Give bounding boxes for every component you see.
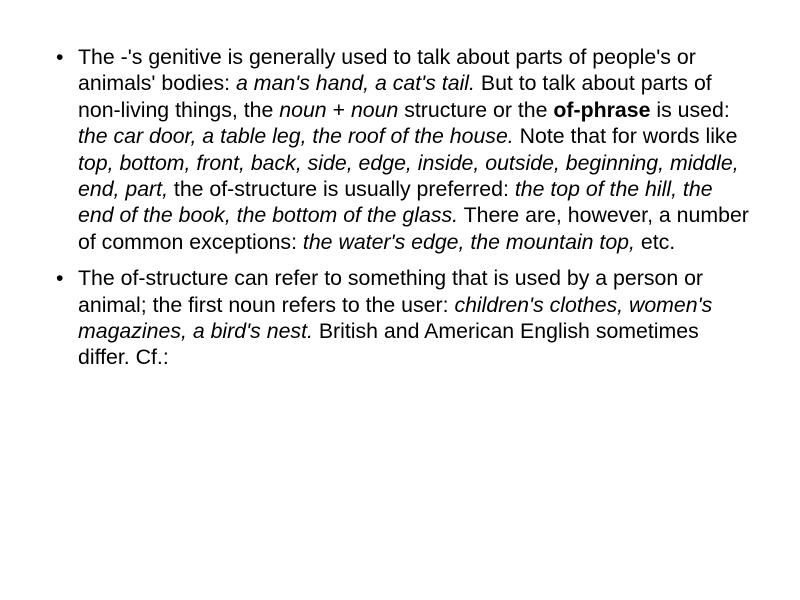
text-run: Note that for words like [513,124,738,149]
term-italic: noun [350,97,399,122]
example-phrase: a man's hand, a cat's tail. [235,71,475,96]
bullet-text [78,266,712,369]
text-run: + [326,97,351,122]
text-run: But to talk about parts of non-living things, the [78,71,712,122]
text-run: is used: [650,97,730,122]
example-phrase: children's clothes, women's magazines, a bird's nest. [78,292,713,344]
term-italic: noun [279,97,327,122]
bullet-dot-icon: • [56,266,64,291]
text-run: The of-structure can refer to something that is used by a person or animal; the first noun refers to the user: [78,266,704,317]
bullet-text [78,45,749,254]
word-list: top, bottom, front, back, side, edge, inside, outside, beginning, middle, end, part, [78,150,739,202]
bullet-dot-icon: • [56,45,64,69]
text-run: British and American English sometimes differ. Cf.: [78,319,699,370]
example-phrase: the car door, a table leg, the roof of the house. [78,124,514,149]
example-phrase: the water's edge, the mountain top, [302,229,635,254]
text-run: the of-structure is usually preferred: [167,177,515,202]
text-run: The -'s genitive is generally used to talk about parts of people's or animals' bodies: [78,45,696,96]
term-bold: of-phrase [553,97,651,122]
bullet-item-genitive-body-parts [52,44,752,255]
text-run: etc. [634,229,676,254]
bullet-item-of-structure-user [52,265,752,371]
bullet-list [52,44,752,381]
text-run: structure or the [398,97,554,122]
example-phrase: the top of the hill, the end of the book, the bottom of the glass. [78,177,713,228]
text-run: There are, however, a number of common exceptions: [78,203,749,254]
